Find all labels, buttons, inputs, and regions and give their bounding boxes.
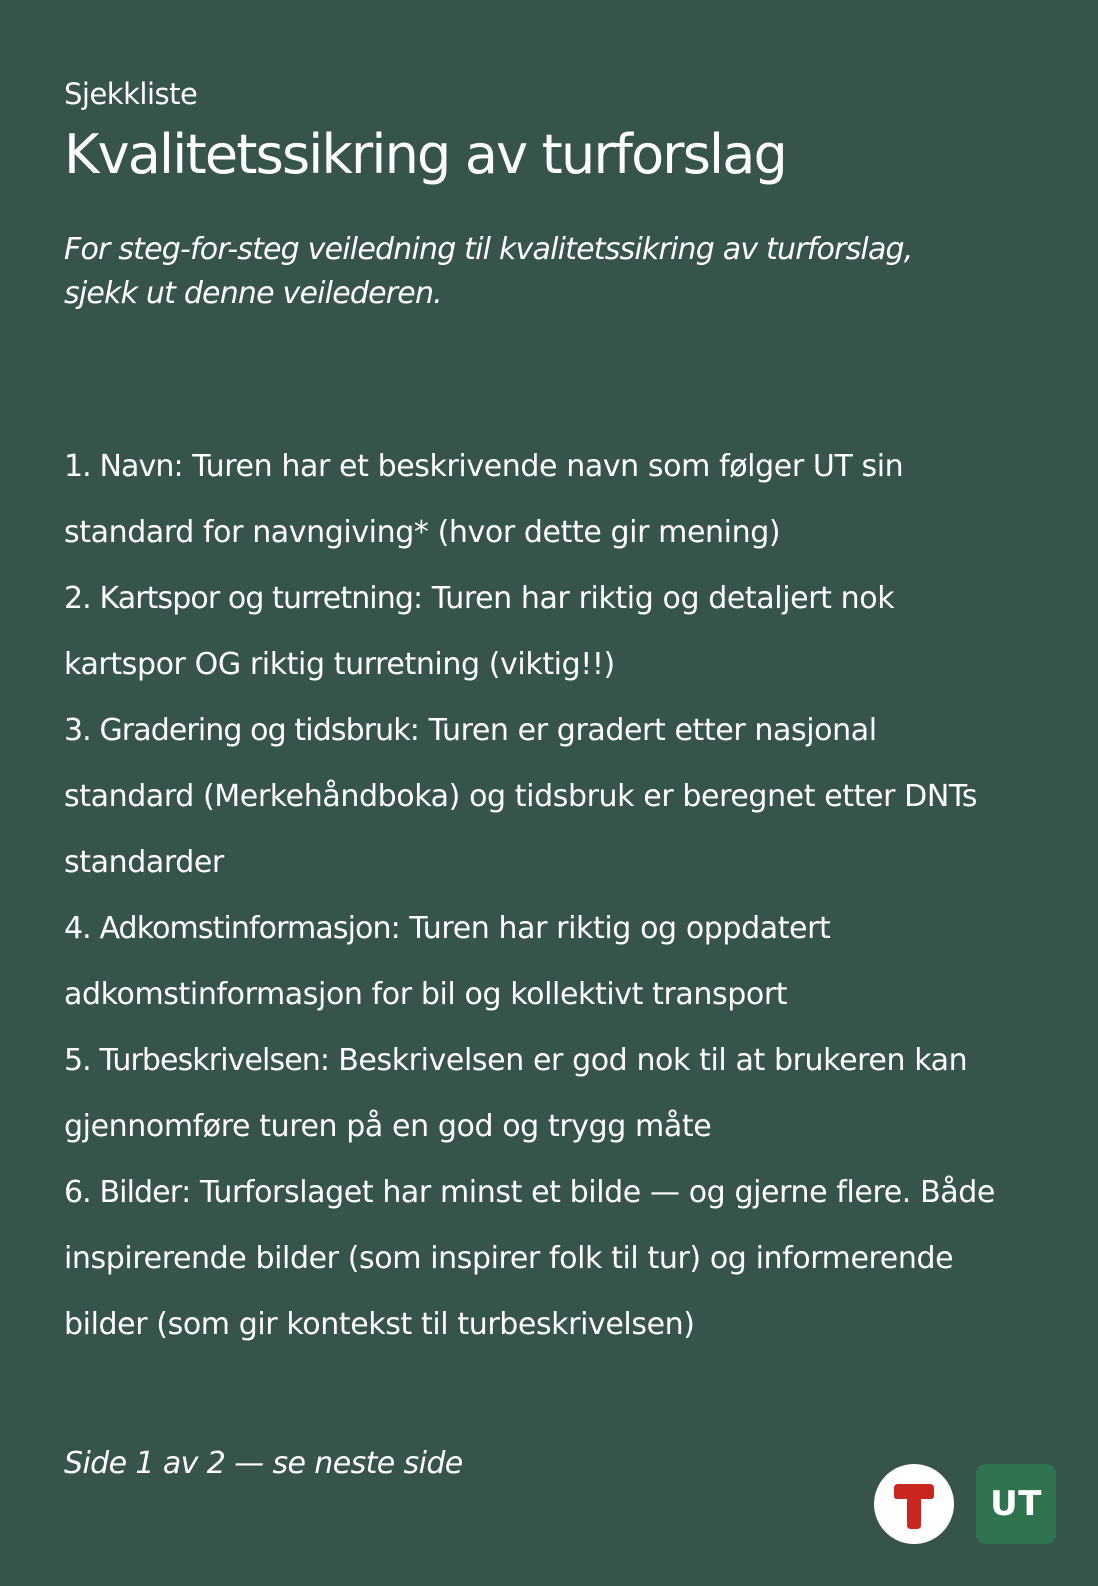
- checklist-item-text: standard for navngiving* (hvor dette gir mening): [64, 515, 781, 550]
- ut-logo-icon: UT: [976, 1464, 1056, 1544]
- intro-line: For steg-for-steg veiledning til kvalitetssikring av turforslag,: [64, 232, 913, 267]
- checklist-item-text: : Turforslaget har minst et bilde — og gjerne flere. Både: [181, 1175, 995, 1210]
- checklist-item-heading: 2. Kartspor og turretning: [64, 581, 413, 616]
- document-title: Kvalitetssikring av turforslag: [64, 123, 787, 186]
- checklist-line: [64, 566, 1044, 632]
- checklist-item-text: Beskrivelsen er god nok til at brukeren kan: [329, 1043, 968, 1078]
- checklist-item-heading: 1. Navn: [64, 449, 174, 484]
- checklist-item-turbeskrivelsen: [64, 1028, 1044, 1160]
- checklist-item-text: : Turen er gradert etter nasjonal: [409, 713, 877, 748]
- checklist-page: [64, 72, 1044, 1358]
- checklist-item-text: inspirerende bilder (som inspirer folk til tur) og informerende: [64, 1241, 954, 1276]
- checklist-item-heading: 5. Turbeskrivelsen:: [64, 1043, 330, 1078]
- intro-text: [64, 228, 964, 316]
- checklist-line: [64, 1028, 1044, 1094]
- checklist-item-kartspor: [64, 566, 1044, 698]
- document-eyebrow: Sjekkliste: [64, 77, 198, 111]
- checklist-item-navn: [64, 434, 1044, 566]
- checklist-item-heading: 3. Gradering og tidsbruk: [64, 713, 410, 748]
- checklist-item-text: standard (Merkehåndboka) og tidsbruk er beregnet etter DNTs: [64, 779, 978, 814]
- dnt-t-logo-icon: [874, 1464, 954, 1544]
- checklist-item-text: : Turen har riktig og detaljert nok: [413, 581, 895, 616]
- checklist-item-text: standarder: [64, 845, 224, 880]
- checklist-line: [64, 1160, 1044, 1226]
- checklist-item-text: kartspor OG riktig turretning (viktig!!): [64, 647, 615, 682]
- checklist-item-text: gjennomføre turen på en god og trygg måte: [64, 1109, 712, 1144]
- page-indicator: Side 1 av 2 — se neste side: [64, 1446, 463, 1481]
- checklist-item-text: : Turen har et beskrivende navn som følger UT sin: [173, 449, 904, 484]
- checklist-item-gradering: [64, 698, 1044, 896]
- checklist-item-text: adkomstinformasjon for bil og kollektivt transport: [64, 977, 788, 1012]
- checklist-item-heading: 6. Bilder: [64, 1175, 182, 1210]
- intro-line: sjekk ut denne veilederen.: [64, 276, 442, 311]
- checklist-line: [64, 434, 1044, 500]
- quality-checklist: [64, 434, 1044, 1358]
- checklist-item-heading: 4. Adkomstinformasjon: [64, 911, 391, 946]
- checklist-line: [64, 896, 1044, 962]
- checklist-item-bilder: [64, 1160, 1044, 1358]
- checklist-line: [64, 698, 1044, 764]
- checklist-item-text: : Turen har riktig og oppdatert: [390, 911, 831, 946]
- checklist-item-adkomst: [64, 896, 1044, 1028]
- checklist-item-text: bilder (som gir kontekst til turbeskrivelsen): [64, 1307, 695, 1342]
